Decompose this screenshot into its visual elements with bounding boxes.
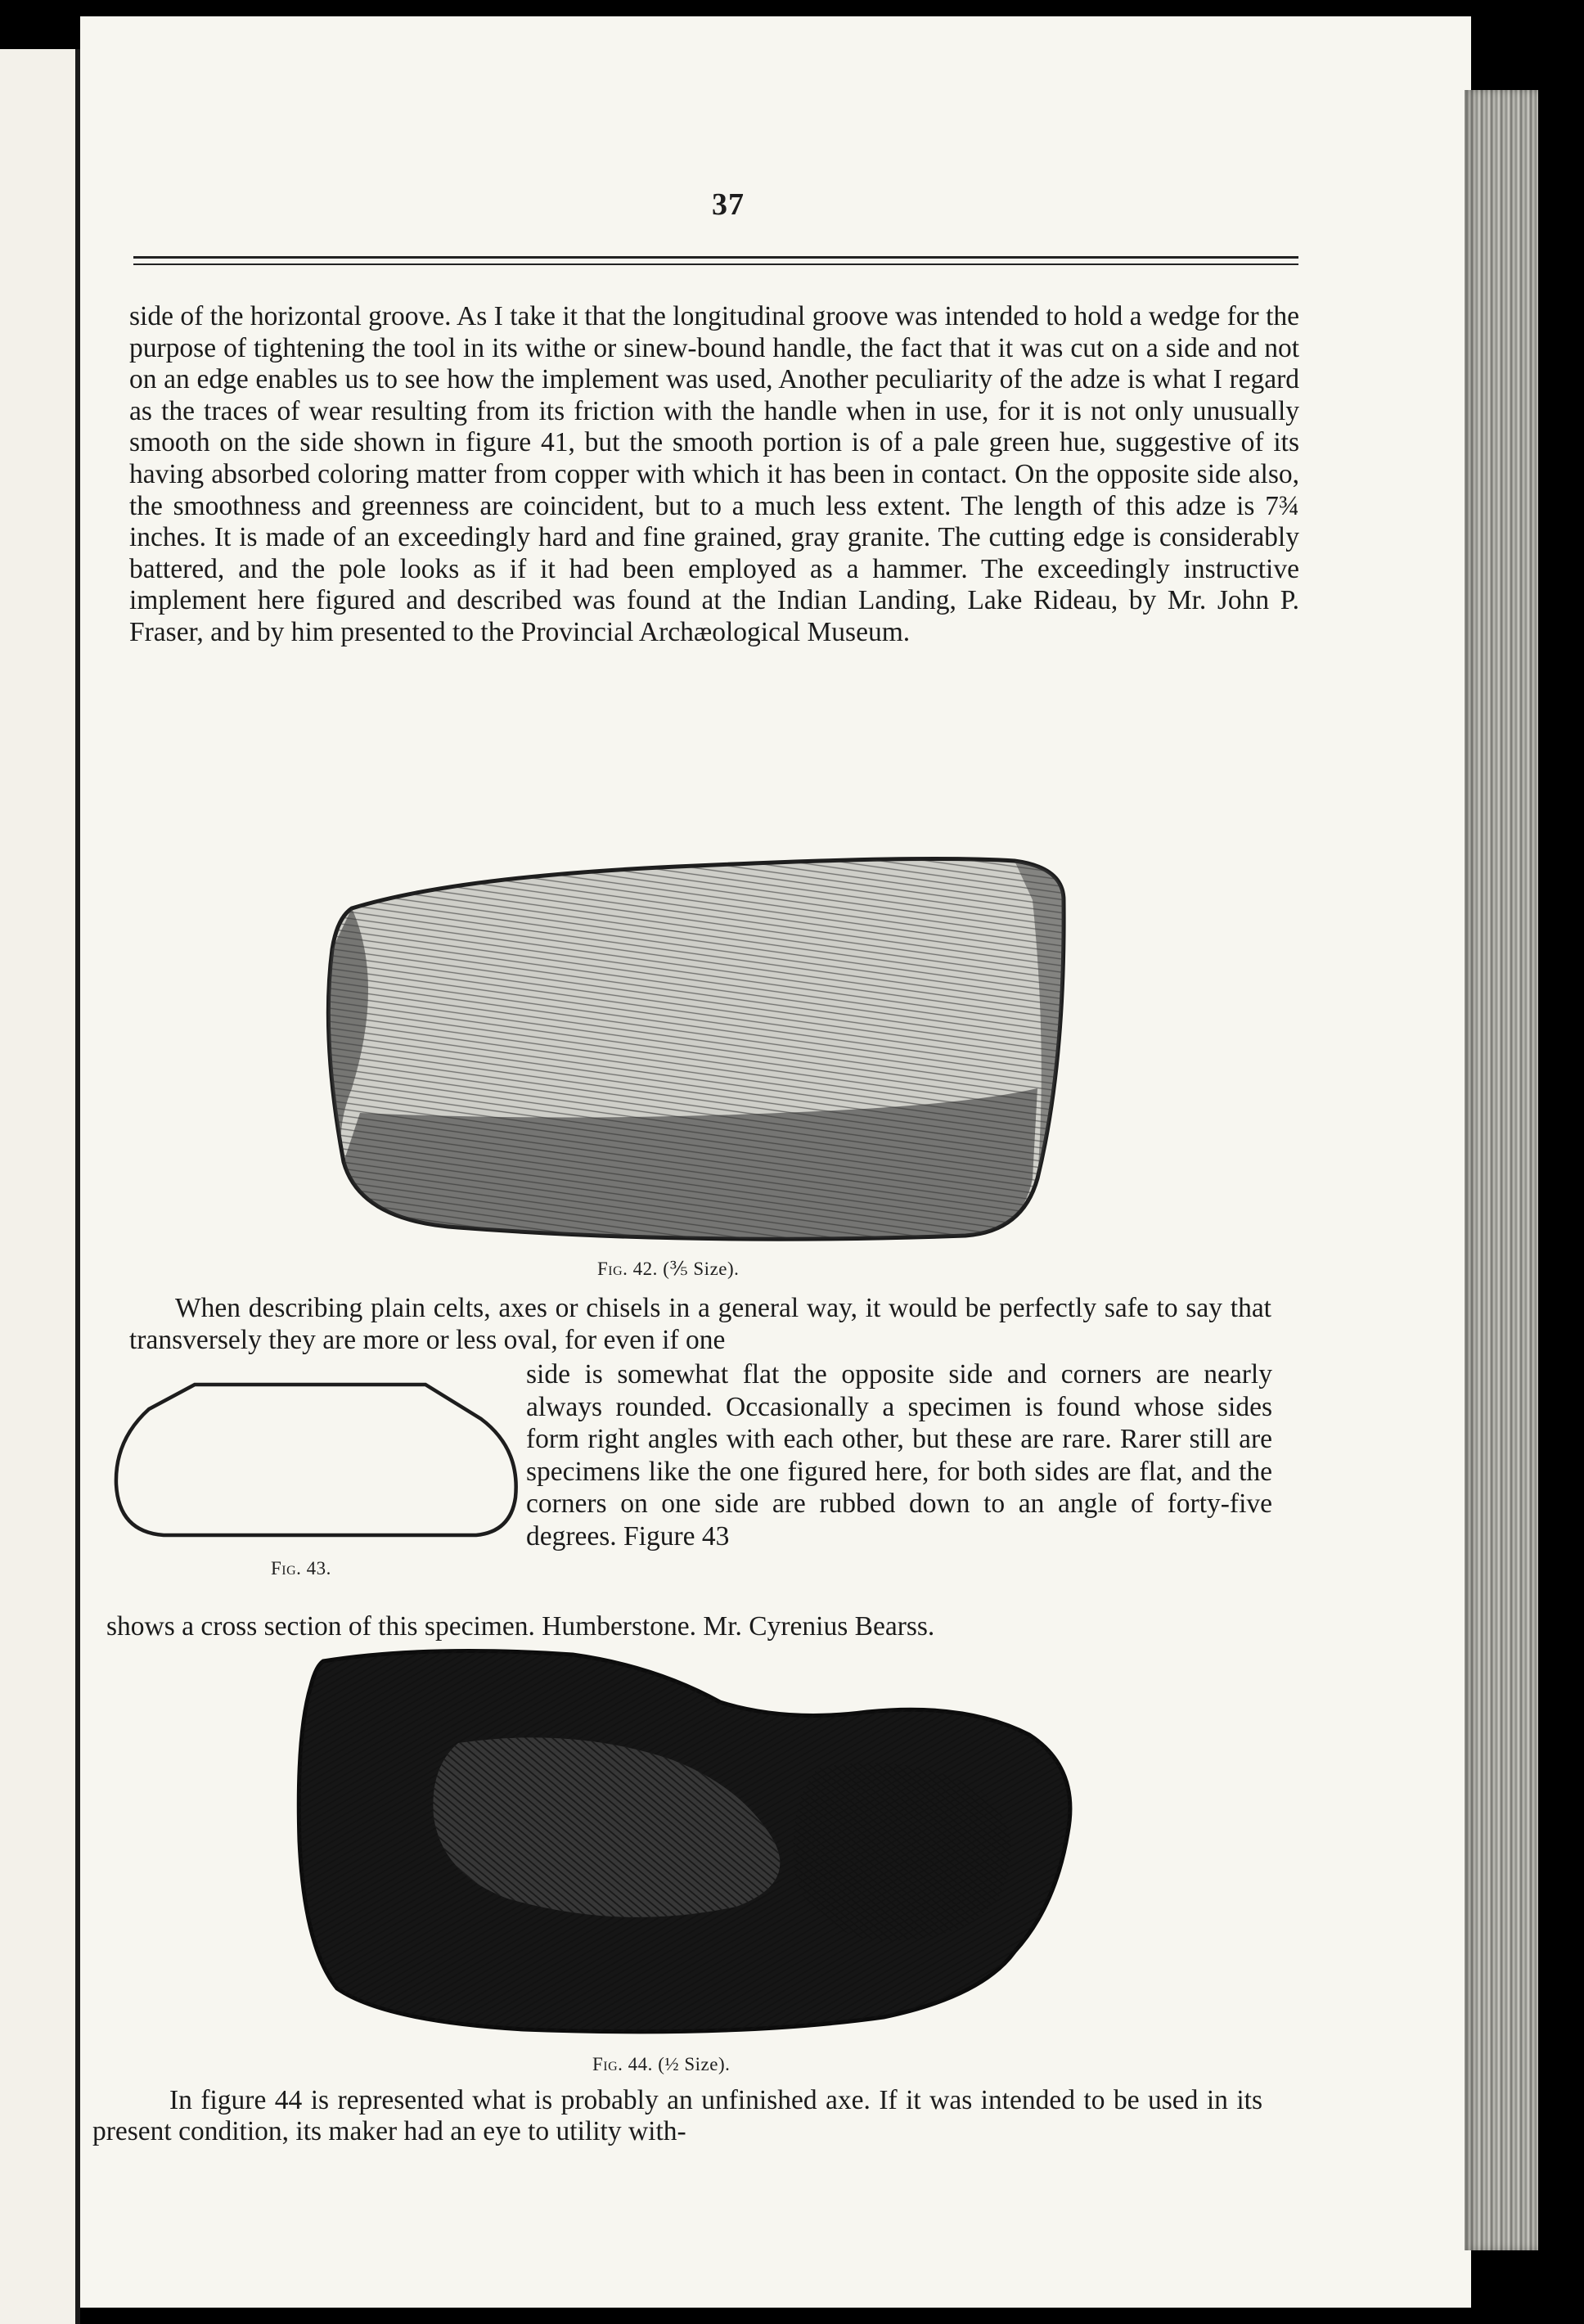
header-rule-top (133, 256, 1298, 259)
figure-42-scale: (⅗ Size). (663, 1259, 740, 1279)
figure-42-caption (597, 1259, 739, 1280)
facing-page-edge (0, 49, 80, 2324)
book-page-edges (1465, 90, 1538, 2250)
paragraph-celts-tail: shows a cross section of this specimen. Humberstone. Mr. Cyrenius Bearss. (106, 1611, 935, 1642)
paragraph-adze-description: side of the horizontal groove. As I take it that the longitudinal groove was intended to hold a wedge for the purpose of tightening the tool in its withe or sinew-bound handle, the fact that it was cut on a side and not on an edge enables us to see how the implement was used, Another peculiarity of the adze is what I regard as the traces of wear resulting from its friction with the handle when in use, for it is not only unusually smooth on the side shown in figure 41, but the smooth portion is of a pale green hue, suggestive of its having absorbed coloring matter from copper with which it has been in contact. On the opposite side also, the smoothness and greenness are coincident, but to a much less extent. The length of this adze is 7¾ inches. It is made of an exceedingly hard and fine grained, gray granite. The cutting edge is considerably battered, and the pole looks as if it had been employed as a hammer. The exceedingly instructive implement here figured and described was found at the Indian Landing, Lake Rideau, by Mr. John P. Fraser, and by him presented to the Provincial Archæological Museum. (129, 301, 1299, 647)
figure-43-caption: Fig. 43. (271, 1558, 331, 1579)
header-rule-bottom (133, 263, 1298, 265)
paragraph-celts-lead: When describing plain celts, axes or chisels in a general way, it would be perfectly safe to say that transversely they are more or less oval, for even if one (129, 1293, 1271, 1355)
page-number: 37 (712, 187, 745, 222)
figure-44-label: Fig. 44. (592, 2054, 653, 2074)
figure-44-caption (592, 2054, 730, 2075)
paragraph-unfinished-axe: In figure 44 is represented what is probably an unfinished axe. If it was intended to be used in its present condition, its maker had an eye to utility with- (92, 2085, 1262, 2146)
figure-44-scale: (½ Size). (658, 2054, 731, 2074)
figure-42-label: Fig. 42. (597, 1259, 658, 1279)
paragraph-celts-wrapped: side is somewhat flat the opposite side and corners are nearly always rounded. Occasionally a specimen is found whose sides form right angles with each other, but these are rare. Rarer still are specimens like the one figured here, for both sides are flat, and the corners on one side are rubbed down to an angle of forty-five degrees. Figure 43 (526, 1359, 1272, 1552)
